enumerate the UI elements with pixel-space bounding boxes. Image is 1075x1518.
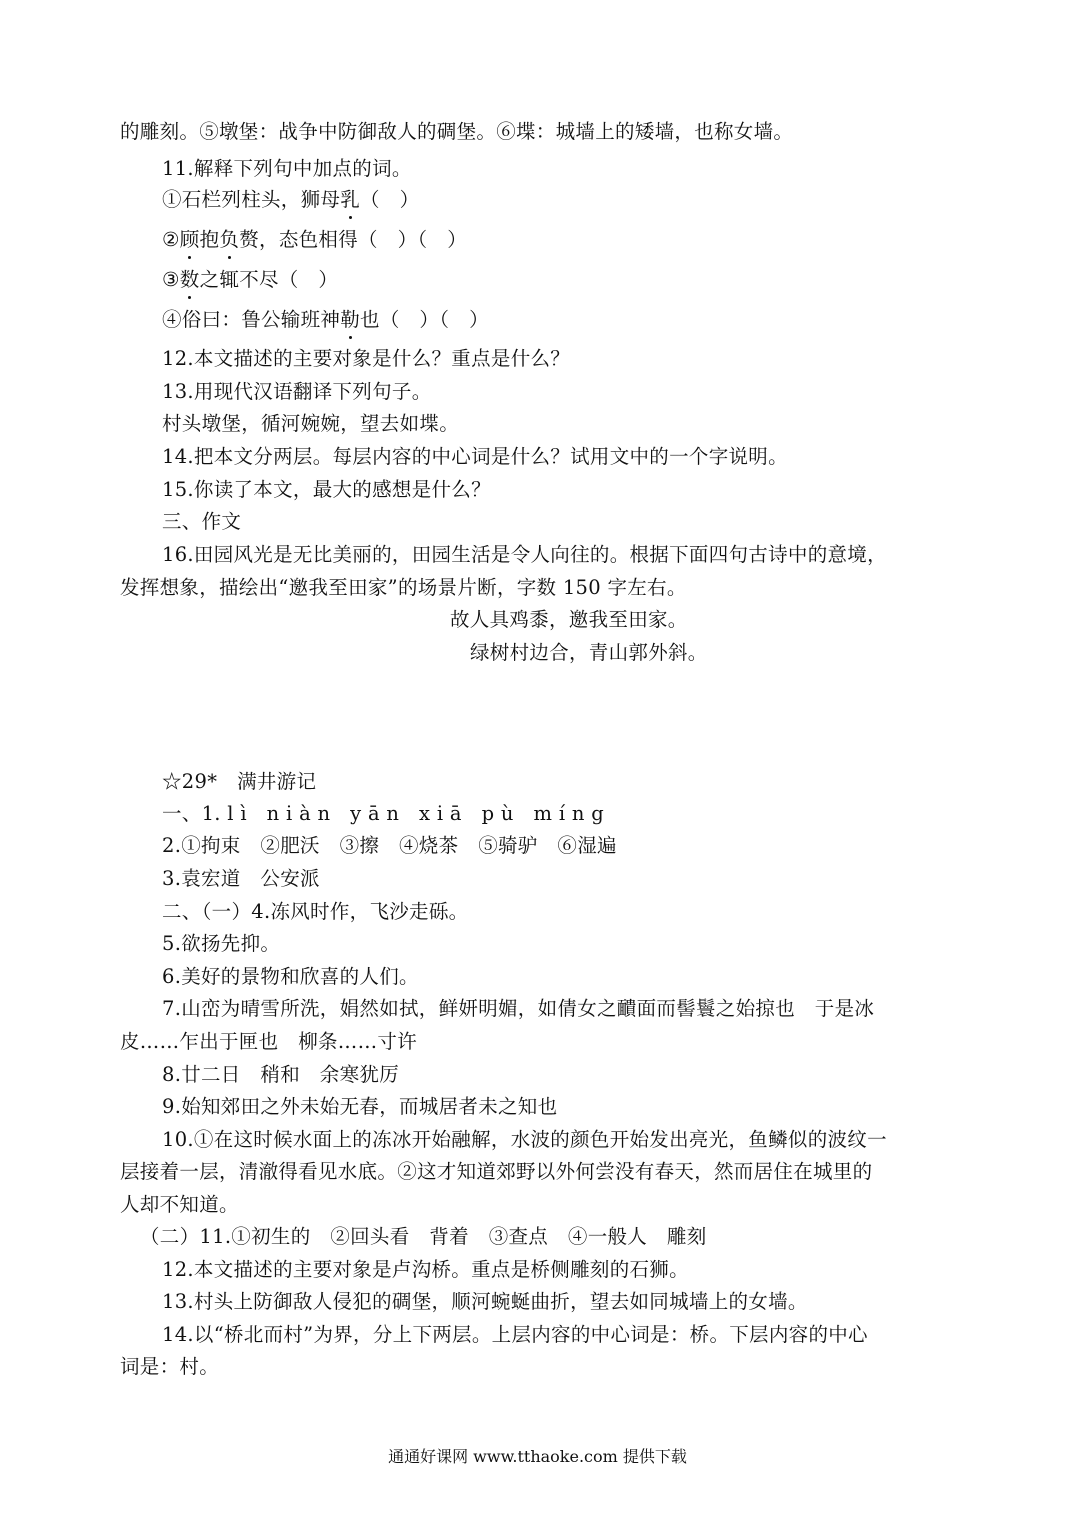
question-16: 16.田园风光是无比美丽的，田园生活是令人向往的。根据下面四句古诗中的意境， — [162, 543, 887, 566]
text: 抱 — [199, 228, 220, 251]
poem-line: 绿树村边合，青山郭外斜。 — [470, 641, 708, 664]
answer-line: 一、1. l ì n i à n y ā n x i ā p ù m í n g — [162, 802, 605, 825]
answer-line: 12.本文描述的主要对象是卢沟桥。重点是桥侧雕刻的石狮。 — [162, 1258, 689, 1281]
footer: 通通好课网 www.tthaoke.com 提供下载 — [388, 1447, 687, 1466]
text: ①石栏列柱头，狮母 — [162, 188, 341, 211]
text: ③ — [162, 268, 180, 291]
dotted-word: 数 — [180, 266, 200, 294]
text-line: 村头墩堡，循河婉婉，望去如堞。 — [162, 412, 460, 435]
answer-line: 词是：村。 — [120, 1355, 220, 1378]
answer-line: 2.①拘束 ②肥沃 ③擦 ④烧茶 ⑤骑驴 ⑥湿遍 — [162, 834, 617, 857]
text: （ ） — [360, 188, 420, 211]
answer-line: 13.村头上防御敌人侵犯的碉堡，顺河蜿蜒曲折，望去如同城墙上的女墙。 — [162, 1290, 808, 1313]
question-11-item-4 — [162, 306, 489, 334]
answer-line: 皮……乍出于匣也 柳条……寸许 — [120, 1030, 417, 1053]
question-15: 15.你读了本文，最大的感想是什么？ — [162, 478, 491, 501]
question-11-item-3 — [162, 266, 338, 294]
text: ④俗曰：鲁公输班神 — [162, 308, 341, 331]
text: 也（ ）（ ） — [360, 308, 489, 331]
text-line: 的雕刻。⑤墩堡：战争中防御敌人的碉堡。⑥堞：城墙上的矮墙，也称女墙。 — [120, 120, 794, 143]
question-11-item-2 — [162, 226, 467, 254]
answer-line: 9.始知郊田之外未始无春，而城居者未之知也 — [162, 1095, 558, 1118]
question-12: 12.本文描述的主要对象是什么？重点是什么？ — [162, 347, 571, 370]
answer-line: 层接着一层，清澈得看见水底。②这才知道郊野以外何尝没有春天，然而居住在城里的 — [120, 1160, 873, 1183]
question-14: 14.把本文分两层。每层内容的中心词是什么？试用文中的一个字说明。 — [162, 445, 788, 468]
answer-line: 二、（一）4.冻风时作，飞沙走砾。 — [162, 900, 469, 923]
dotted-word: 顾 — [180, 226, 200, 254]
answer-line: 14.以“桥北而村”为界，分上下两层。上层内容的中心词是：桥。下层内容的中心 — [162, 1323, 868, 1346]
text: 赘，态色相得（ ）（ ） — [239, 228, 468, 251]
answer-line: 人却不知道。 — [120, 1193, 239, 1216]
dotted-word: 乳 — [340, 186, 360, 214]
question-13: 13.用现代汉语翻译下列句子。 — [162, 380, 432, 403]
dotted-word: 负 — [219, 226, 239, 254]
answer-line: （二）11.①初生的 ②回头看 背着 ③查点 ④一般人 雕刻 — [140, 1225, 707, 1248]
text: 之辄不尽（ ） — [199, 268, 339, 291]
dotted-word: 勒 — [340, 306, 360, 334]
text: ② — [162, 228, 180, 251]
answer-line: 8.廿二日 稍和 余寒犹厉 — [162, 1063, 400, 1086]
lesson-title: ☆29* 满井游记 — [162, 770, 317, 793]
answer-line: 10.①在这时候水面上的冻冰开始融解，水波的颜色开始发出亮光，鱼鳞似的波纹一 — [162, 1128, 887, 1151]
answer-line: 3.袁宏道 公安派 — [162, 867, 320, 890]
poem-line: 故人具鸡黍，邀我至田家。 — [450, 608, 688, 631]
answer-line: 7.山峦为晴雪所洗，娟然如拭，鲜妍明媚，如倩女之靧面而髻鬟之始掠也 于是冰 — [162, 997, 875, 1020]
question-11: 11.解释下列句中加点的词。 — [162, 157, 412, 180]
question-11-item-1 — [162, 186, 419, 214]
answer-line: 5.欲扬先抑。 — [162, 932, 281, 955]
section-heading: 三、作文 — [162, 510, 242, 533]
text-line: 发挥想象，描绘出“邀我至田家”的场景片断，字数 150 字左右。 — [120, 576, 687, 599]
answer-line: 6.美好的景物和欣喜的人们。 — [162, 965, 419, 988]
